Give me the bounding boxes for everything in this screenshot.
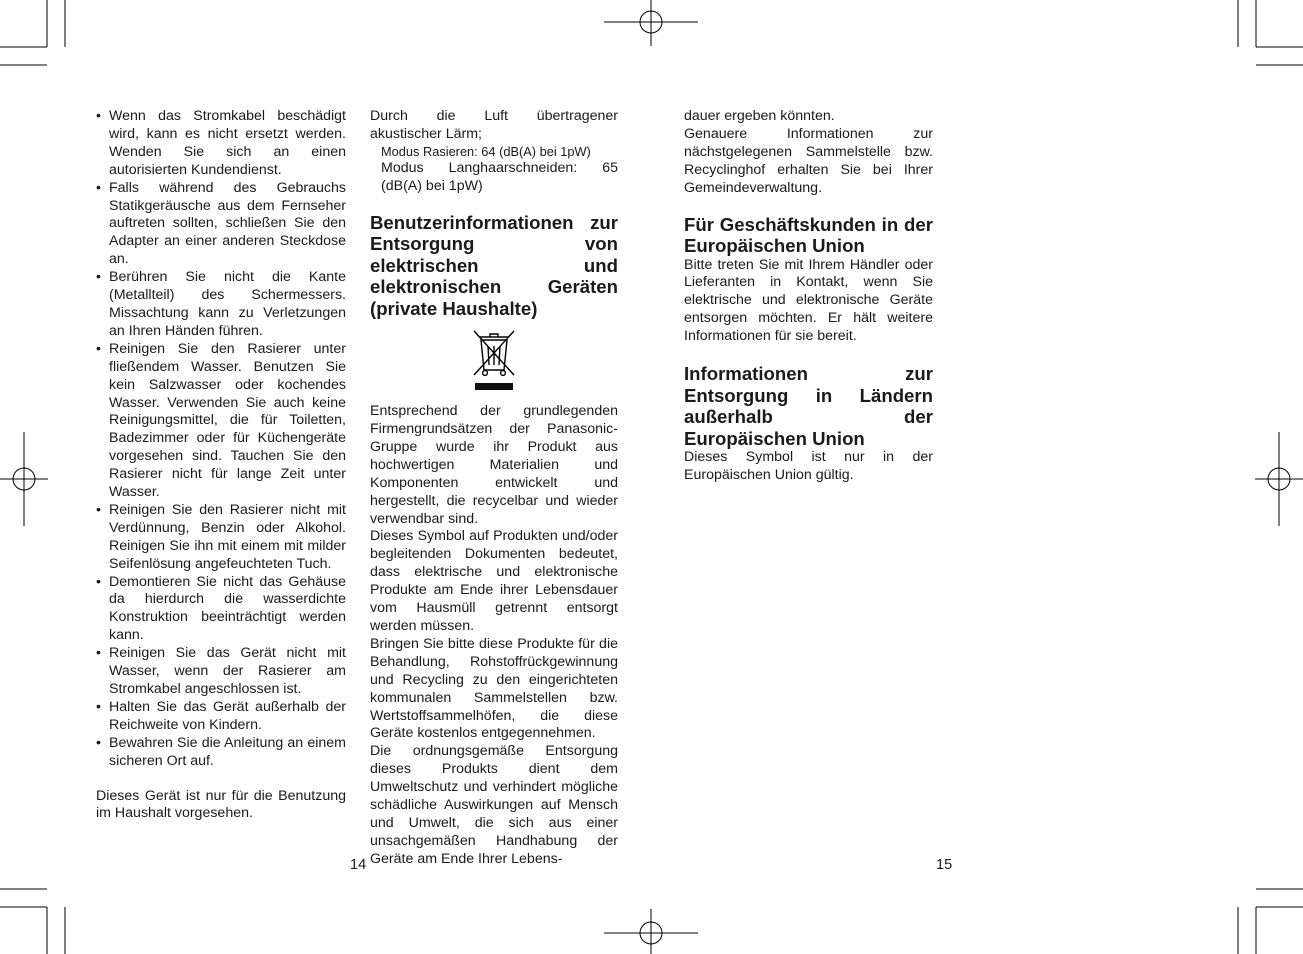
disposal-heading: Benutzerinformationen zur Entsorgung von elektrischen und elektronischen Geräten (private Haushalte) — [370, 211, 618, 319]
noise-hair-cutting: Modus Langhaarschneiden: 65 (dB(A) bei 1pW) — [381, 159, 618, 194]
paragraph-environment: Die ordnungsgemäße Entsorgung dieses Produkts dient dem Umweltschutz und verhindert mögliche schädliche Auswirkungen auf Mensch und Umwelt, die sich aus einer unsachgemäßen Handhabung der Geräte am Ende Ihrer Lebens- — [370, 743, 618, 867]
paragraph-business: Bitte treten Sie mit Ihrem Händler oder Lieferanten in Kontakt, wenn Sie elektrische und elektronische Geräte entsorgen möchten. Er hält weitere Informationen für sie bereit. — [684, 256, 933, 345]
noise-intro: Durch die Luft übertragener akustischer Lärm; — [370, 108, 618, 142]
list-item: • Reinigen Sie den Rasierer unter fließendem Wasser. Benutzen Sie kein Salzwasser oder kochendes Wasser. Verwenden Sie auch keine Reinigungsmittel, die für Toiletten, Badezimmer oder für Küchengeräte vorgesehen sind. Tauchen Sie den Rasierer nicht für lange Zeit unter Wasser. — [96, 341, 346, 502]
column-right — [684, 108, 933, 485]
business-heading: Für Geschäftskunden in der Europäischen Union — [684, 213, 933, 257]
household-note: Dieses Gerät ist nur für die Benutzung im Haushalt vorgesehen. — [96, 787, 346, 822]
paragraph-info: Genauere Informationen zur nächstgelegenen Sammelstelle bzw. Recyclinghof erhalten Sie bei Ihrer Gemeindeverwaltung. — [684, 125, 933, 196]
paragraph-continuation: dauer ergeben könnten. — [684, 108, 835, 124]
column-middle — [370, 108, 618, 869]
safety-list — [96, 108, 346, 771]
crossed-out-wheeled-bin-icon — [471, 328, 517, 392]
list-item: • Reinigen Sie das Gerät nicht mit Wasser, wenn der Rasierer am Stromkabel angeschlossen ist. — [96, 645, 346, 699]
noise-shaving: Modus Rasieren: 64 (dB(A) bei 1pW) — [381, 143, 591, 159]
list-item: • Wenn das Stromkabel beschädigt wird, kann es nicht ersetzt werden. Wenden Sie sich an einen autorisierten Kundendienst. — [96, 108, 346, 180]
paragraph-symbol-meaning: Dieses Symbol auf Produkten und/oder begleitenden Dokumenten bedeutet, dass elektrische und elektronische Produkte am Ende ihrer Lebensdauer vom Hausmüll getrennt entsorgt werden müssen. — [370, 528, 618, 634]
list-item: • Demontieren Sie nicht das Gehäuse da hierdurch die wasserdichte Konstruktion beeinträchtigt werden kann. — [96, 574, 346, 646]
page-number-left: 14 — [350, 857, 367, 873]
page-number-right: 15 — [936, 857, 953, 873]
paragraph-collection: Bringen Sie bitte diese Produkte für die Behandlung, Rohstoffrückgewinnung und Recycling zu den eingerichteten kommunalen Sammelstellen bzw. Wertstoffsammelhöfen, die diese Geräte kostenlos entgegennehmen. — [370, 635, 618, 742]
outside-eu-heading: Informationen zur Entsorgung in Ländern außerhalb der Europäischen Union — [684, 363, 933, 449]
list-item: • Bewahren Sie die Anleitung an einem sicheren Ort auf. — [96, 735, 346, 771]
paragraph-outside-eu: Dieses Symbol ist nur in der Europäischen Union gültig. — [684, 449, 933, 483]
column-left — [96, 108, 346, 823]
list-item: • Reinigen Sie den Rasierer nicht mit Verdünnung, Benzin oder Alkohol. Reinigen Sie ihn mit einem mit milder Seifenlösung angefeuchteten Tuch. — [96, 502, 346, 574]
list-item: • Falls während des Gebrauchs Statikgeräusche aus dem Fernseher auftreten sollten, schließen Sie den Adapter an einer anderen Steckdose an. — [96, 180, 346, 270]
weee-symbol — [370, 328, 618, 392]
paragraph-panasonic: Entsprechend der grundlegenden Firmengrundsätzen der Panasonic-Gruppe wurde ihr Produkt aus hochwertigen Materialien und Komponenten entwickelt und hergestellt, die recycelbar und wieder verwendbar sind. — [370, 403, 618, 527]
list-item: • Berühren Sie nicht die Kante (Metallteil) des Schermessers. Missachtung kann zu Verletzungen an Ihren Händen führen. — [96, 269, 346, 341]
list-item: • Halten Sie das Gerät außerhalb der Reichweite von Kindern. — [96, 699, 346, 735]
